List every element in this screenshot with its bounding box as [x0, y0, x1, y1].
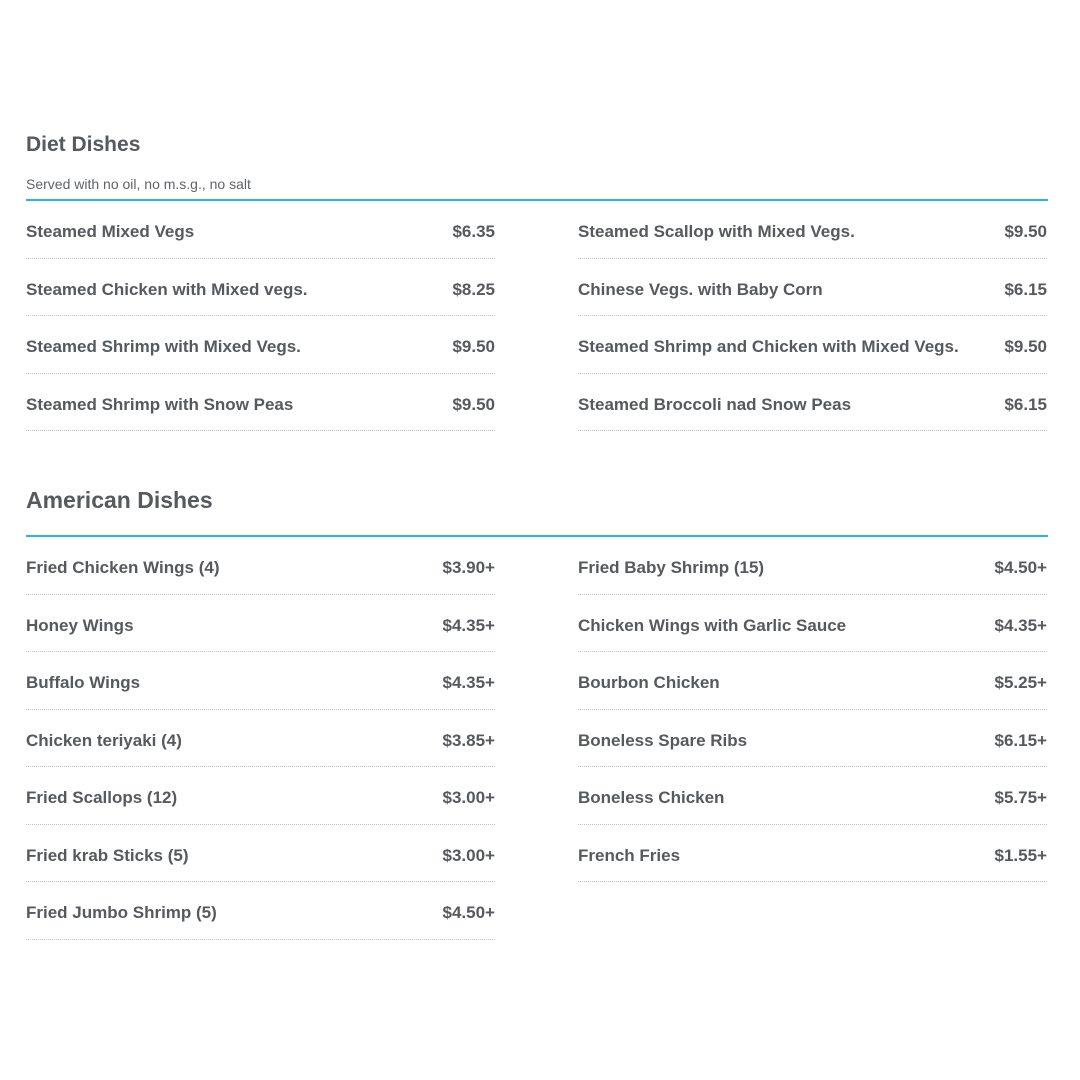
menu-item[interactable]	[578, 825, 1047, 883]
menu-item[interactable]	[578, 201, 1047, 259]
menu-item-price: $4.50+	[994, 558, 1047, 577]
menu-item-name: Chicken teriyaki (4)	[26, 730, 182, 750]
menu-item[interactable]	[26, 882, 495, 940]
menu-item-price: $3.90+	[442, 558, 495, 577]
menu-column-right	[578, 537, 1047, 882]
menu-item-price: $6.15	[1004, 394, 1047, 414]
menu-item-price: $6.15+	[994, 730, 1047, 750]
menu-item[interactable]	[26, 767, 495, 825]
menu-item[interactable]	[578, 259, 1047, 317]
menu-item-price: $3.00+	[442, 845, 495, 865]
menu-item-price: $9.50	[1004, 222, 1047, 241]
menu-item-price: $1.55+	[994, 845, 1047, 865]
menu-item[interactable]	[26, 316, 495, 374]
menu-item-price: $9.50	[1004, 337, 1047, 356]
menu-item-price: $4.50+	[442, 903, 495, 922]
menu-column-right	[578, 201, 1047, 431]
menu-item-name: Buffalo Wings	[26, 673, 141, 692]
menu-item-price: $3.00+	[442, 788, 495, 807]
menu-item-price: $4.35+	[994, 615, 1047, 635]
menu-item[interactable]	[26, 825, 495, 883]
menu-item-price: $4.35+	[442, 673, 495, 692]
menu-item-price: $5.25+	[994, 673, 1047, 692]
menu-item-name: Steamed Chicken with Mixed vegs.	[26, 279, 308, 299]
menu-item-name: Steamed Shrimp with Snow Peas	[26, 394, 294, 414]
menu-item[interactable]	[578, 374, 1047, 432]
menu-item[interactable]	[578, 595, 1047, 653]
menu-item[interactable]	[26, 595, 495, 653]
menu-item-name: Fried Chicken Wings (4)	[26, 558, 220, 577]
menu-item-name: Steamed Shrimp with Mixed Vegs.	[26, 337, 301, 356]
section-title-american: American Dishes	[26, 487, 213, 513]
menu-item[interactable]	[578, 767, 1047, 825]
menu-item[interactable]	[578, 316, 1047, 374]
menu-item-name: Boneless Chicken	[578, 788, 725, 807]
menu-item[interactable]	[26, 259, 495, 317]
menu-column-left	[26, 201, 495, 431]
menu-item-name: Honey Wings	[26, 615, 134, 635]
menu-item-price: $9.50	[452, 394, 495, 414]
menu-item-price: $4.35+	[442, 615, 495, 635]
menu-item-price: $3.85+	[442, 730, 495, 750]
menu-item-price: $6.15	[1004, 279, 1047, 299]
menu-item[interactable]	[26, 652, 495, 710]
menu-item-price: $6.35	[452, 222, 495, 241]
menu-item-name: Steamed Scallop with Mixed Vegs.	[578, 222, 855, 241]
menu-item-name: Steamed Broccoli nad Snow Peas	[578, 394, 852, 414]
menu-item[interactable]	[578, 537, 1047, 595]
menu-item-name: French Fries	[578, 845, 681, 865]
menu-item-price: $9.50	[452, 337, 495, 356]
menu-item-name: Bourbon Chicken	[578, 673, 720, 692]
menu-item-name: Fried Jumbo Shrimp (5)	[26, 903, 217, 922]
menu-item[interactable]	[578, 710, 1047, 768]
menu-item[interactable]	[26, 201, 495, 259]
menu-item-name: Fried Baby Shrimp (15)	[578, 558, 765, 577]
menu-item-price: $8.25	[452, 279, 495, 299]
menu-column-left	[26, 537, 495, 940]
menu-item-name: Fried krab Sticks (5)	[26, 845, 189, 865]
menu-item-name: Boneless Spare Ribs	[578, 730, 748, 750]
menu-item-name: Chicken Wings with Garlic Sauce	[578, 615, 847, 635]
menu-item-name: Steamed Mixed Vegs	[26, 222, 195, 241]
menu-item[interactable]	[26, 537, 495, 595]
section-subtitle-diet: Served with no oil, no m.s.g., no salt	[26, 176, 251, 192]
section-title-diet: Diet Dishes	[26, 133, 141, 156]
menu-item-name: Fried Scallops (12)	[26, 788, 178, 807]
menu-item[interactable]	[26, 374, 495, 432]
menu-item-name: Steamed Shrimp and Chicken with Mixed Vegs.	[578, 337, 959, 356]
menu-item-price: $5.75+	[994, 788, 1047, 807]
menu-item[interactable]	[26, 710, 495, 768]
menu-item-name: Chinese Vegs. with Baby Corn	[578, 279, 823, 299]
menu-item[interactable]	[578, 652, 1047, 710]
